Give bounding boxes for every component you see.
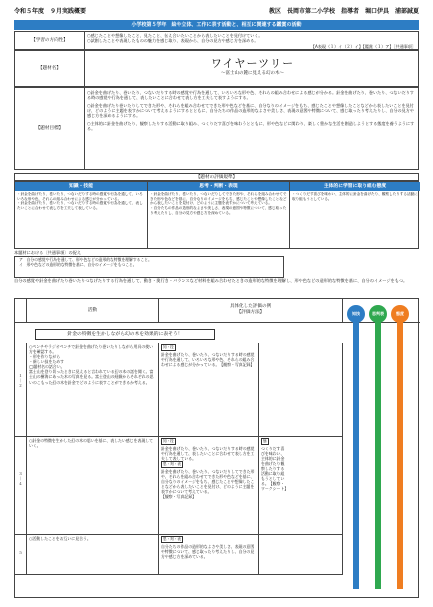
eval-header: 【題材の評価規準】 [14, 173, 419, 181]
eval-col-body: ・針金を曲げたり、巻いたり、つないだりしてできた形や、それらを組み合わせてできた形や色などを基に、自分なりのイメージをもち、感じたことや想像したことなどから表したいことを見付け、どのように主題を表すかについて考えている。 ・自分たちの作品の造形的なよさや美しさ、表現の意図や特徴について、感じ取ったり考えたりし、自分の見方や感じ方を深めている。 [150, 192, 287, 215]
track-attitude [397, 319, 403, 589]
common-items [14, 250, 419, 278]
eval-tag: 態 [263, 439, 267, 443]
policy-body [87, 33, 416, 49]
common-item: イ 形や色などの造形的な特徴を基に、自分のイメージをもつこと。 [19, 262, 137, 268]
eval-tag: 思・判・表 [163, 537, 181, 541]
common-title: 本題材における〔共通事項〕の捉え [14, 250, 82, 255]
eval-col-body: ・つくりだす喜びを味わい、主体的に針金を曲げたり、観察したりする活動に取り組もうとしている。 [292, 192, 418, 201]
unit-row [14, 50, 419, 87]
unit-label: 【題材名】 [15, 51, 85, 86]
common-box [14, 256, 284, 278]
track-thinking-badge: 思判表 [369, 305, 387, 323]
goal-label: 【題材目標】 [15, 88, 85, 169]
track-attitude-badge: 態度 [391, 305, 409, 323]
title-bar: 小学校第５学年 絵や立体、工作に表す活動と、相互に関連する鑑賞の活動 [14, 20, 419, 30]
plan-banner: 針金の特徴を生かしながら幻の木を効果的に表そう！ [35, 329, 215, 340]
header-school: 教区 長岡市第二小学校 指導者 堀口伊具 浦部誠夏 [268, 8, 419, 15]
plan-head-eval: 具体化した評価の例 【評価方法】 [159, 299, 343, 323]
eval-text: つくりだす喜びを味わい、主体的に針金を曲げたり観察したりする活動に取り組もうとしている。【観察・ワークシート】 [261, 445, 289, 492]
eval-text: 針金を曲げたり、巻いたり、つないだりする時の感覚や行為を通して、いろいろな形や色、それらの組み合わせによる感じが分かっている。【観察・写真記録】 [161, 351, 255, 367]
unit-title: ワイヤーツリー [210, 57, 295, 70]
eval-col-knowledge [15, 182, 148, 248]
eval-cell [159, 437, 259, 535]
lesson-plan-table [14, 298, 419, 598]
period-cell: ５ [15, 535, 27, 575]
goal-line: ○針金を曲げたり、巻いたり、つないだりする時の感覚や行為を通して、いろいろな形や色、それらの組み合わせによる感じが分かる。針金を曲げたり、巻いたり、つないだりする時の感覚や行為を通して、表したいことに合わせて表し方を工夫して表すようにする。 [87, 90, 414, 101]
unit-title-block [87, 57, 418, 77]
eval-col-thinking [148, 182, 290, 248]
common-item: ア 自分の感覚や行為を通して、形や色などの造形的な特徴を理解すること。 [19, 257, 152, 263]
activity-cell: ○ペンチやラジオペンチで針金を曲げたり巻いたりしながら用具の使い方を確認する。 ・形を作りながら ・新しい技をためす ◯題材名の話合い。 富士山を登り切ったときに見えると言われている幻の木の話を聞く。富士山の樹海にあった木の写真を見る。富士登山の経験からそれぞれの思いのこもった幻の木を針金でどのように表すことができるか考える。 [27, 343, 159, 437]
policy-label: 【学習の方向性】 [15, 32, 85, 49]
track-thinking [375, 319, 381, 589]
track-knowledge [353, 319, 359, 589]
policy-line: 【A表現（１）イ（２）イ】【鑑賞（１）ア】［共通事項］ [310, 43, 416, 49]
eval-col-attitude [290, 182, 420, 248]
goal-line: ○針金を曲げたり巻いたりしてできた形や、それらを組み合わせてできた形や色などを基に、自分なりのイメージをもち、感じたことや想像したことなどから表したいことを見付け、どのように主題を表すかについて考えるようにするとともに、自分たちの作品の造形的なよさや美しさ、表現の意図や特徴について、感じ取ったり考えたりし、自分の見方や感じ方を深めるようにする。 [87, 102, 414, 119]
goal-body [87, 90, 416, 131]
eval-col-head: 思考・判断・表現 [148, 182, 289, 191]
eval-tag: 思・判・表 [163, 461, 181, 466]
eval-col-body: ・針金を曲げたり、巻いたり、つないだりする時の感覚や行為を通して、いろいろな形や色、それらの組み合わせによる感じが分かっている。 ・針金を曲げたり、巻いたり、つないだりする時の感覚や行為を通して、表したいことに合わせて表し方を工夫して表している。 [17, 192, 143, 211]
eval-cell [159, 535, 259, 575]
summary-paragraph: 自分の感覚や針金を曲げたり巻いたりつなげたりする行為を通して、動き・奥行き・バランスなど材料を組み合わせたときの造形的な特徴を理解し、形や色などの造形的な特徴を基に、自分のイメージをもつ。 [14, 278, 408, 283]
policy-row [14, 31, 419, 50]
eval-columns [14, 181, 419, 249]
eval-col-head: 知識・技能 [15, 182, 147, 191]
eval-cell-attitude [259, 437, 343, 535]
eval-tag: 知・技 [163, 345, 174, 349]
period-cell: ３ ｜ ４ [15, 437, 27, 535]
unit-subtitle: ～富士山の麓に見える幻の木～ [221, 71, 284, 77]
policy-line: ○感じたことや想像したこと、見たこと、伝え合いたいことから表したいことを見付けていく。 [87, 33, 263, 38]
track-knowledge-badge: 知技 [347, 305, 365, 323]
period-cell: １ ｜ ２ [15, 343, 27, 437]
eval-text: 自分たちの作品の造形的なよさや美しさ、表現の意図や特徴について、感じ取ったり考えたりし、自分の見方や感じ方を深めている。 [161, 543, 255, 559]
activity-cell: ○活動したことをお互いに見合う。 [27, 535, 159, 575]
goal-row [14, 87, 419, 170]
eval-cell [159, 343, 259, 437]
header-year: 令和５年度 ９月実践概要 [14, 8, 87, 15]
eval-text: 針金を曲げたり、巻いたり、つないだりする時の感覚や行為を通して、表したいことに合わせて表し方を工夫して表している。 [161, 445, 255, 461]
plan-head-period [15, 299, 27, 323]
eval-cell-empty [259, 343, 343, 437]
plan-head-activity: 活動 [27, 299, 159, 323]
goal-line: ○主体的に針金を曲げたり、観察したりする活動に取り組み、つくりだす喜びを味わうとともに、形や色などに関わり、楽しく豊かな生活を創造しようとする態度を養うようにする。 [87, 120, 415, 131]
eval-text: 針金を曲げたり、巻いたり、つないだりしてできた形や、それらを組み合わせてできた形や色などを基に、自分なりのイメージをもち、感じたことや想像したことなどから表したいことを見付け、どのように主題を表すかについて考えている。 【観察・写真記録】 [161, 468, 255, 499]
eval-col-head: 主体的に学習に取り組む態度 [290, 182, 420, 191]
eval-cell-empty [259, 535, 343, 575]
eval-tag: 知・技 [163, 439, 174, 443]
activity-cell: ○針金の特徴を生かした幻の木の思いを基に、表したい感じを表現していく。 [27, 437, 159, 535]
policy-line: ○試創したことや表現したものの魅力を感じ取り、表現から、自分の見方や感じ方を深める。 [87, 38, 259, 44]
